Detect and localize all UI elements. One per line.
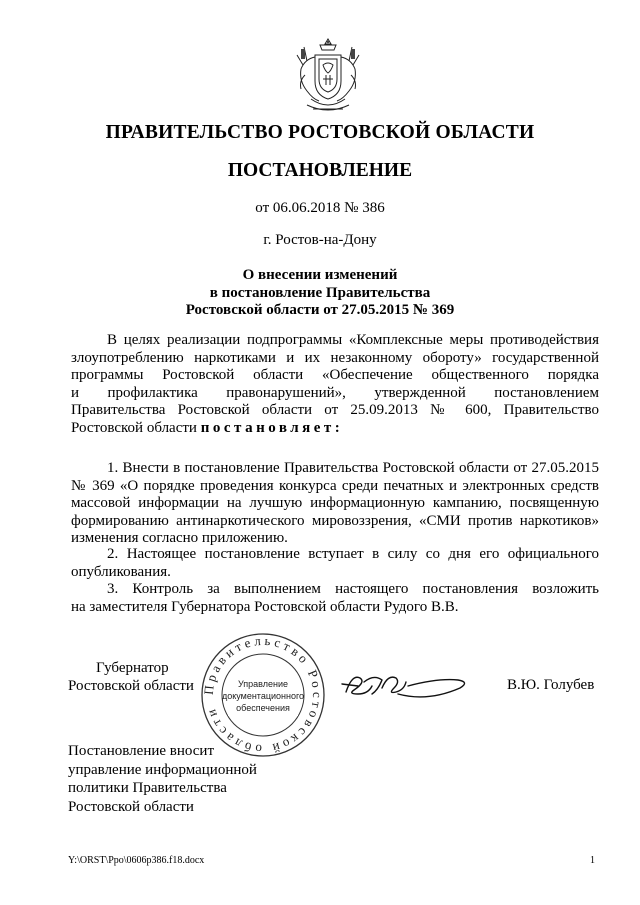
paragraph-line: изменения согласно приложению. xyxy=(71,530,288,546)
paragraph-text: Ростовской области xyxy=(71,419,201,436)
footer-file-path: Y:\ORST\Ppo\0606p386.f18.docx xyxy=(68,855,205,866)
paragraph-line: и профилактика правонарушений», утвержденной постановлением xyxy=(71,384,599,401)
stamp-center-line: документационного xyxy=(221,691,305,701)
subject-line: О внесении изменений xyxy=(242,267,398,283)
official-stamp xyxy=(198,630,328,760)
subject-line: Ростовской области от 27.05.2015 № 369 xyxy=(185,302,455,318)
item-2-paragraph xyxy=(71,546,599,581)
paragraph-line: злоупотреблению наркотиками и их незаконному обороту» государственной xyxy=(71,349,599,366)
document-date-number: от 06.06.2018 № 386 xyxy=(255,200,385,216)
signer-name: В.Ю. Голубев xyxy=(507,677,595,693)
item-3-paragraph xyxy=(71,581,599,616)
signatory-role-line: Ростовской области xyxy=(68,678,194,694)
subject-line: в постановление Правительства xyxy=(209,284,431,301)
signatory-role-line: Губернатор xyxy=(96,660,169,676)
note-line: управление информационной xyxy=(68,761,257,778)
stamp-ring-text: Правительство Ростовской области xyxy=(200,632,326,758)
note-line: Ростовской области xyxy=(68,798,194,815)
paragraph-line: 3. Контроль за выполнением настоящего постановления возложить xyxy=(107,581,599,597)
document-subject xyxy=(0,267,640,320)
resolves-keyword: постановляет: xyxy=(200,419,344,436)
paragraph-line: 2. Настоящее постановление вступает в силу со дня его официального xyxy=(107,546,599,562)
submitter-note xyxy=(68,742,257,816)
note-line: политики Правительства xyxy=(68,780,227,796)
paragraph-line: формированию антинаркотического мировоззрения, «СМИ против наркотиков» xyxy=(71,512,599,529)
paragraph-line: В целях реализации подпрограммы «Комплексные меры противодействия xyxy=(107,332,599,348)
handwritten-signature-icon xyxy=(338,664,478,704)
paragraph-line: программы Ростовской области «Обеспечение общественного порядка xyxy=(71,367,599,383)
paragraph-line: Правительства Ростовской области от 25.09.2013 № 600, Правительство xyxy=(71,402,599,418)
note-line: Постановление вносит xyxy=(68,743,215,759)
document-city: г. Ростов-на-Дону xyxy=(263,232,377,248)
rostov-oblast-coat-of-arms-icon xyxy=(293,35,363,117)
paragraph-line: № 369 «О порядке проведения конкурса среди печатных и электронных средств xyxy=(71,477,599,494)
paragraph-line: на заместителя Губернатора Ростовской области Рудого В.В. xyxy=(71,598,459,615)
item-1-paragraph xyxy=(71,460,599,548)
paragraph-line: массовой информации на лучшую информационную кампанию, посвященную xyxy=(71,495,599,511)
stamp-center-line: Управление xyxy=(237,679,289,689)
signatory-role xyxy=(68,659,194,695)
stamp-center-line: обеспечения xyxy=(236,703,290,713)
government-title: ПРАВИТЕЛЬСТВО РОСТОВСКОЙ ОБЛАСТИ xyxy=(105,122,535,143)
paragraph-line: опубликования. xyxy=(71,563,171,580)
footer-page-number: 1 xyxy=(590,855,595,866)
document-type: ПОСТАНОВЛЕНИЕ xyxy=(227,160,413,181)
paragraph-line xyxy=(71,420,599,438)
preamble-paragraph xyxy=(71,332,599,437)
paragraph-line: 1. Внести в постановление Правительства Ростовской области от 27.05.2015 xyxy=(107,460,599,476)
